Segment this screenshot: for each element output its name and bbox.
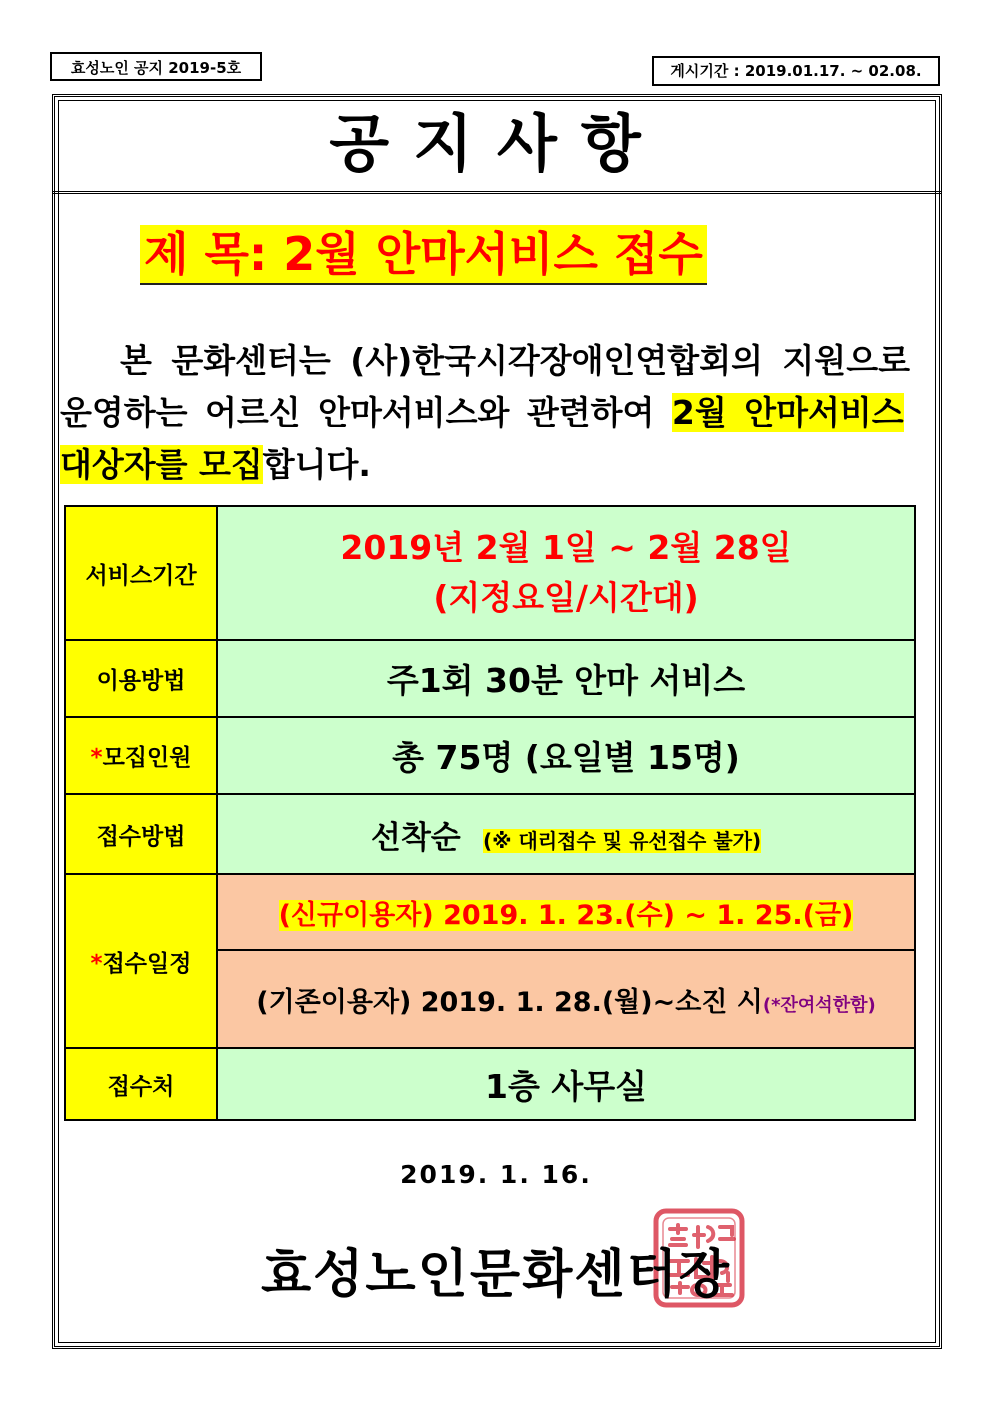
reference-number: 효성노인 공지 2019-5호: [50, 52, 262, 81]
required-mark: *: [90, 950, 103, 977]
notice-subject: 제 목: 2월 안마서비스 접수: [140, 225, 707, 285]
table-row-recruitment: [65, 717, 915, 794]
page-title: 공지사항: [329, 107, 665, 180]
value-schedule-existing: [217, 950, 915, 1048]
title-band: [52, 94, 942, 194]
intro-line-3: [60, 439, 932, 491]
posting-period: 게시기간 : 2019.01.17. ~ 02.08.: [652, 56, 940, 86]
service-period-note: (지정요일/시간대): [433, 578, 699, 617]
label-schedule: [65, 874, 217, 1048]
intro-line-2: [60, 387, 932, 439]
intro-paragraph: [60, 335, 932, 491]
label-recruitment-text: 모집인원: [102, 745, 192, 771]
label-usage: 이용방법: [65, 640, 217, 717]
intro-line-2-text: 운영하는 어르신 안마서비스와 관련하여: [60, 393, 672, 432]
table-row-location: [65, 1048, 915, 1120]
schedule-new-users: (신규이용자) 2019. 1. 23.(수) ~ 1. 25.(금): [278, 899, 854, 931]
schedule-existing-note: (*잔여석한함): [762, 994, 876, 1016]
required-mark: *: [90, 745, 103, 771]
value-schedule-new: [217, 874, 915, 950]
table-row-service-period: [65, 506, 915, 640]
method-first-come: 선착순: [370, 819, 461, 856]
table-row-usage: [65, 640, 915, 717]
intro-highlight-1: 2월 안마서비스: [671, 393, 904, 432]
value-usage: 주1회 30분 안마 서비스: [217, 640, 915, 717]
label-method: 접수방법: [65, 794, 217, 874]
service-info-table: [64, 505, 916, 1121]
value-service-period: [217, 506, 915, 640]
intro-line-1: 본 문화센터는 (사)한국시각장애인연합회의 지원으로: [120, 341, 910, 380]
table-row-method: [65, 794, 915, 874]
label-schedule-text: 접수일정: [102, 950, 192, 977]
issue-date: 2019. 1. 16.: [400, 1160, 592, 1189]
table-row-schedule-new: [65, 874, 915, 950]
intro-line-3-text: 합니다.: [262, 445, 371, 484]
label-location: 접수처: [65, 1048, 217, 1120]
service-period-dates: 2019년 2월 1일 ~ 2월 28일: [340, 528, 792, 567]
value-method: [217, 794, 915, 874]
label-service-period: 서비스기간: [65, 506, 217, 640]
issuer-name: 효성노인문화센터장: [260, 1245, 732, 1305]
value-location: 1층 사무실: [217, 1048, 915, 1120]
label-recruitment: [65, 717, 217, 794]
value-recruitment: 총 75명 (요일별 15명): [217, 717, 915, 794]
intro-highlight-2: 대상자를 모집: [60, 445, 263, 484]
method-note: (※ 대리접수 및 유선접수 불가): [483, 828, 762, 853]
schedule-existing-users: (기존이용자) 2019. 1. 28.(월)~소진 시: [256, 986, 763, 1018]
